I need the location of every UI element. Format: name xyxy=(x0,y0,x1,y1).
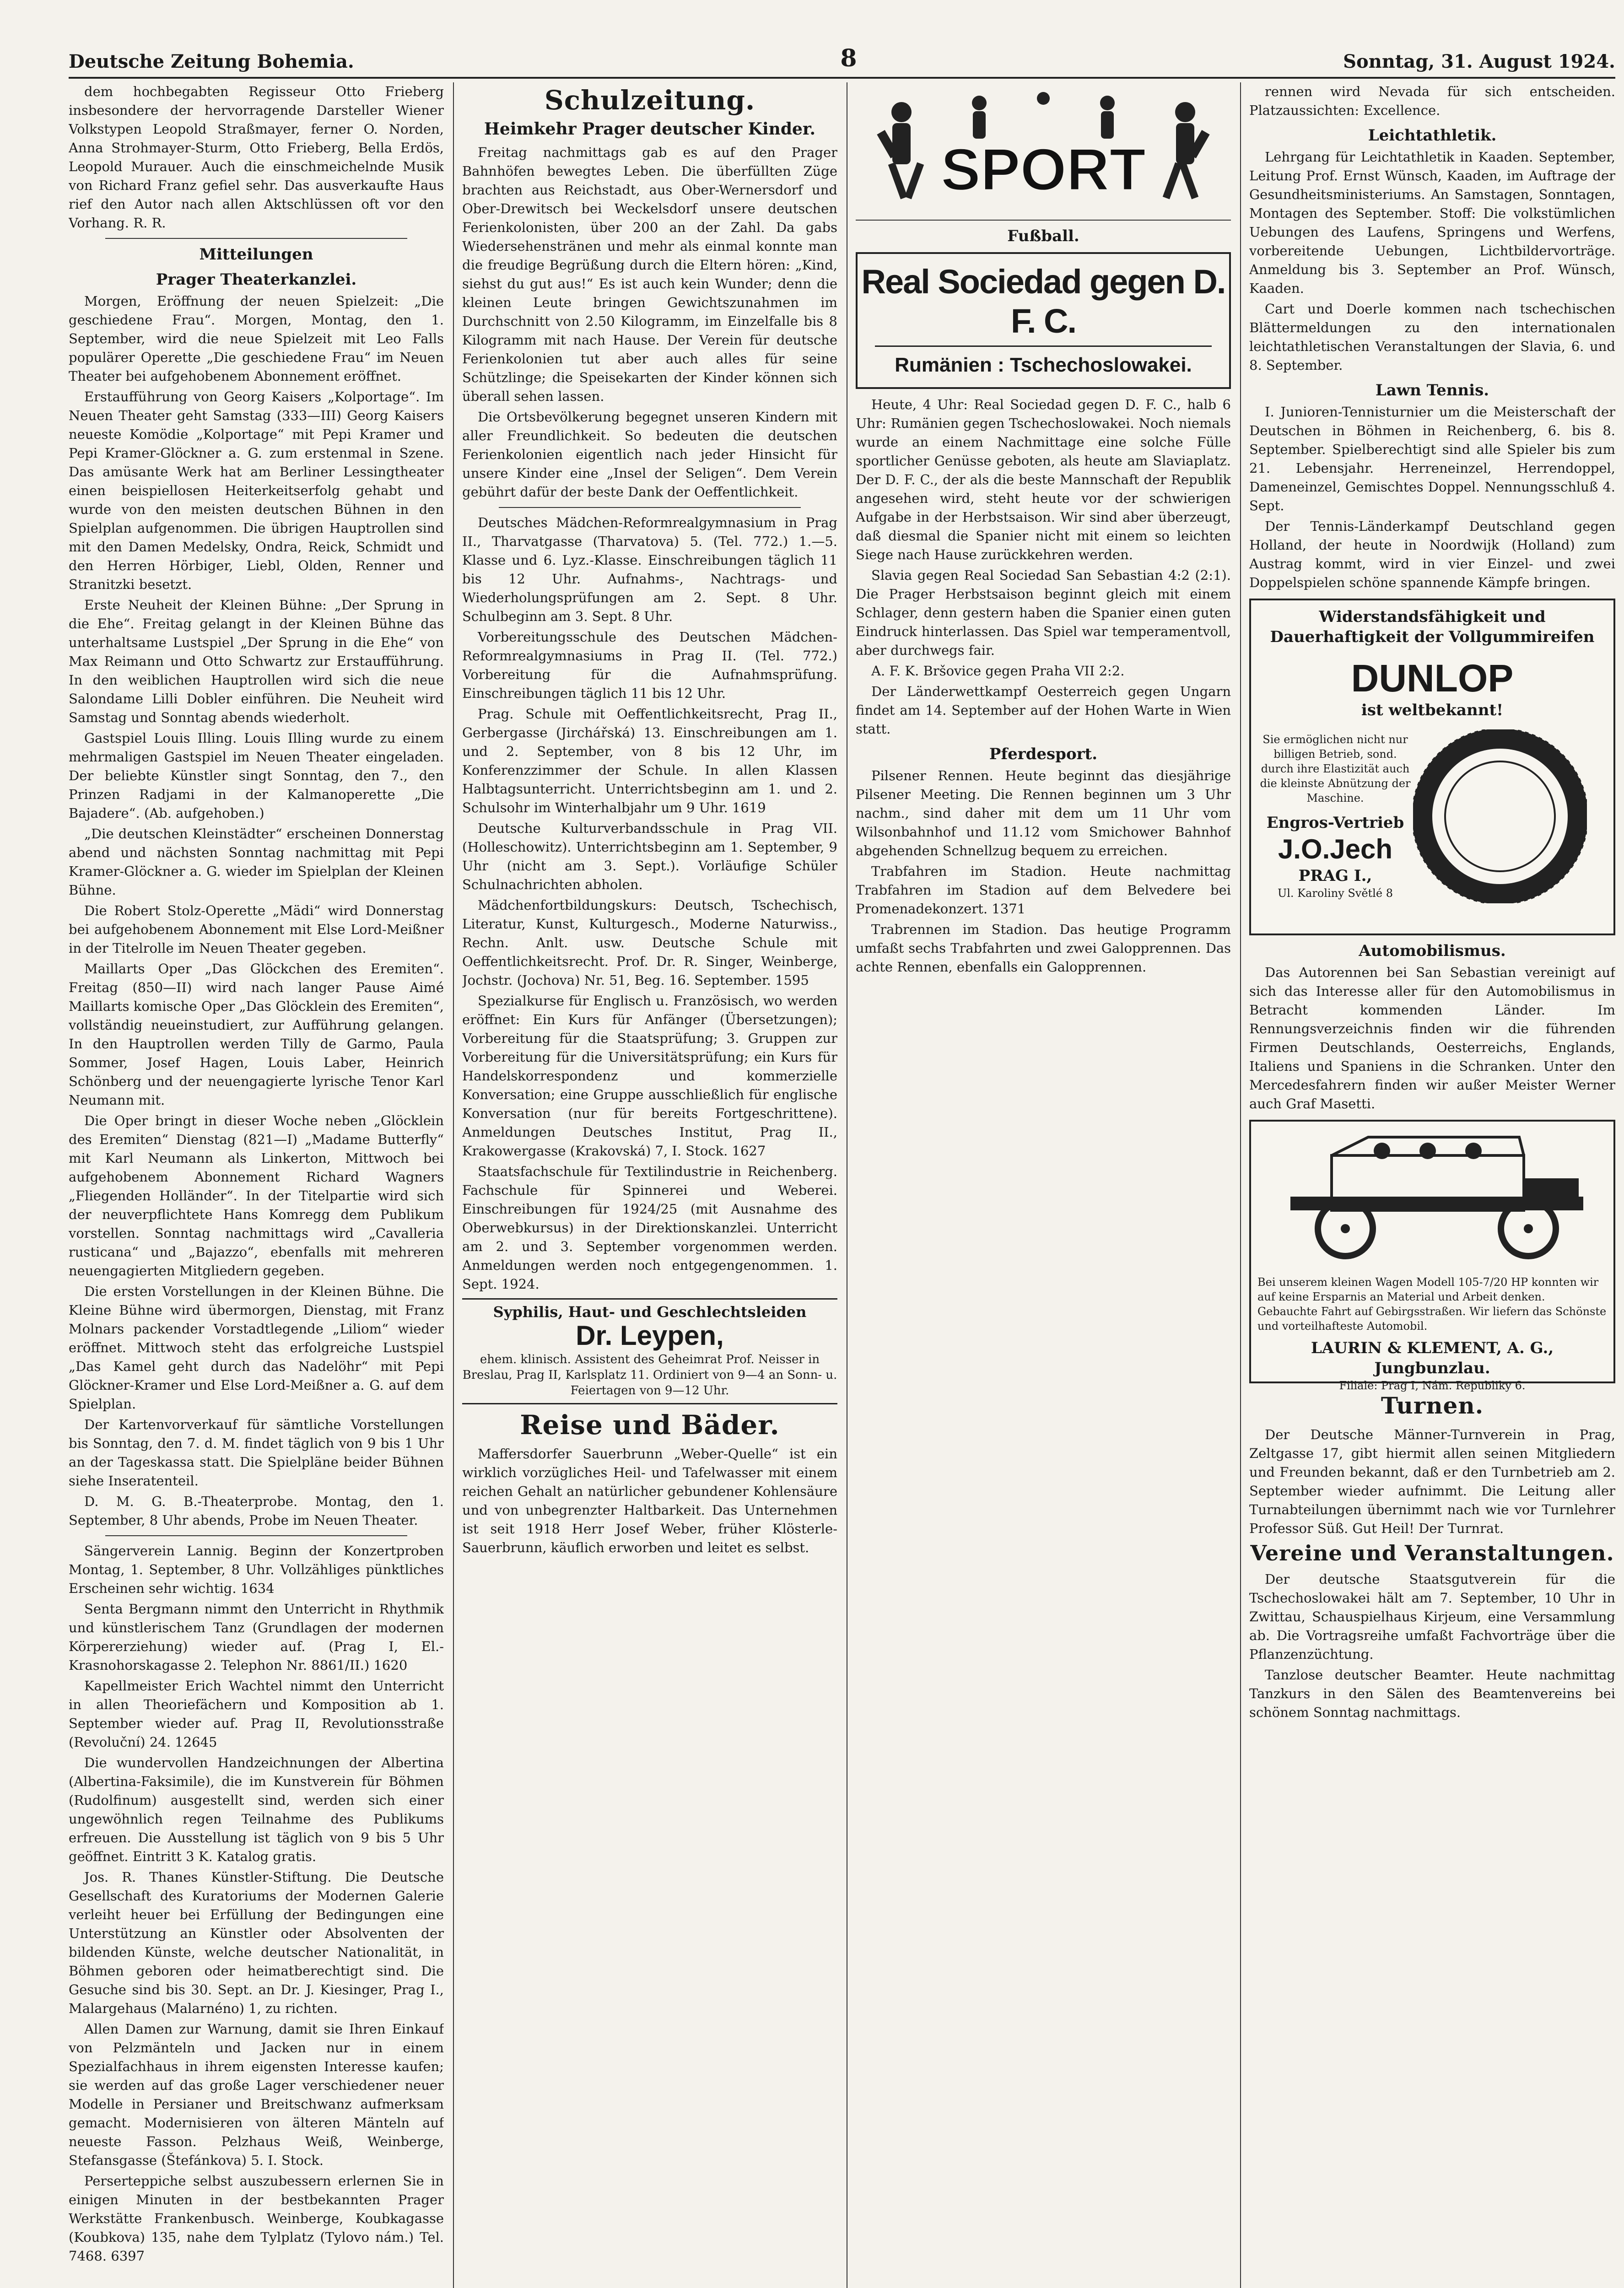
article-paragraph: Jos. R. Thanes Künstler-Stiftung. Die Deutsche Gesellschaft des Kuratoriums der Modernen Galerie verleiht heuer bei Erfüllung der Bedingungen eine Unterstützung an Künstler oder Absolventen der bildenden Künste, welche deutscher Nationalität, in Böhmen geboren oder heimatberechtigt sind. Die Gesuche sind bis 30. Sept. an Dr. J. Kiesinger, Prag I., Malargehaus (Malarnéno) 1, zu richten. xyxy=(69,1869,444,2016)
article-paragraph: Deutsche Kulturverbandsschule in Prag VII. (Holleschowitz). Unterrichtsbeginn am 1. September, 9 Uhr (nicht am 3. Sept.). Vorläufige Schüler Schulnachrichten abholen. xyxy=(462,820,837,892)
column-4 xyxy=(1249,82,1615,2288)
article-paragraph: Maillarts Oper „Das Glöckchen des Eremiten“. Freitag (850—II) wird nach langer Pause Aimé Maillarts komische Oper „Das Glöcklein des Eremiten“, vollständig neueinstudiert, zur Aufführung gelangen. In den Hauptrollen werden Tilly de Garmo, Paula Sommer, Josef Hagen, Louis Laber, Heinrich Schönberg und der neuengagierte lyrische Tenor Karl Neumann mit. xyxy=(69,961,444,1108)
ad-street: Ul. Karoliny Světlé 8 xyxy=(1278,887,1393,900)
article-paragraph: Trabrennen im Stadion. Das heutige Programm umfaßt sechs Trabfahrten und zwei Galopprennen. Das achte Rennen, ebenfalls ein Galopprennen. xyxy=(856,922,1231,975)
ad-details: ehem. klinisch. Assistent des Geheimrat Prof. Neisser in Breslau, Prag II, Karlsplatz 11. Ordiniert von 9—4 an Sonn- u. Feiertagen von 9—12 Uhr. xyxy=(462,1353,837,1398)
article-paragraph: Prag. Schule mit Oeffentlichkeitsrecht, Prag II., Gerbergasse (Jirchářská) 13. Einschreibungen am 1. und 2. September, von 8 bis 12 Uhr, im Konferenzzimmer der Schule. In allen Klassen Halbtagsunterricht. Unterrichtsbeginn am 1. und 2. Schulsohr im Winterhalbjahr um 9 Uhr. 1619 xyxy=(462,706,837,815)
section-heading: Mitteilungen xyxy=(199,245,313,264)
article-paragraph: Sängerverein Lannig. Beginn der Konzertproben Montag, 1. September, 8 Uhr. Vollzähliges pünktliches Erscheinen sehr wichtig. 1634 xyxy=(69,1543,444,1596)
article-paragraph: D. M. G. B.-Theaterprobe. Montag, den 1. September, 8 Uhr abends, Probe im Neuen Theater. xyxy=(69,1494,444,1528)
ad-vertrieb: Engros-Vertrieb xyxy=(1266,814,1404,832)
divider xyxy=(105,238,407,239)
article-paragraph: Die Oper bringt in dieser Woche neben „Glöcklein des Eremiten“ Dienstag (821—I) „Madame Butterfly“ mit Karl Neumann als Linkerton, Mittwoch bei aufgehobenem Abonnement Richard Wagners „Fliegenden Holländer“. In der Titelpartie wird sich der neuverpflichtete Hans Komregg dem Publikum vorstellen. Sonntag nachmittags wird „Cavalleria rusticana“ und „Bajazzo“, ebenfalls mit mehreren neuengagierten Mitgliedern gegeben. xyxy=(69,1113,444,1279)
article-paragraph: Allen Damen zur Warnung, damit sie Ihren Einkauf von Pelzmänteln und Jacken nur in einem Spezialfachhaus in ihrem eigensten Interesse kaufen; sie werden auf das große Lager verschiedener neuer Modelle in Persianer und Breitschwanz aufmerksam gemacht. Modernisieren von älteren Mänteln auf neueste Fasson. Pelzhaus Weiß, Weinberge, Stefansgasse (Štefánkova) 5. I. Stock. xyxy=(69,2021,444,2168)
divider xyxy=(105,1535,407,1536)
ad-line: ist weltbekannt! xyxy=(1361,701,1504,719)
article-paragraph: Der Länderwettkampf Oesterreich gegen Ungarn findet am 14. September auf der Hohen Warte in Wien statt. xyxy=(856,684,1231,737)
ad-description: Bei unserem kleinen Wagen Modell 105-7/20 HP konnten wir auf keine Ersparnis an Material und Arbeit denken. Gebauchte Fahrt auf Gebirgsstraßen. Wir liefern das Schönste und vorteilhafteste Automobil. xyxy=(1257,1276,1607,1333)
article-paragraph: Der deutsche Staatsgutverein für die Tschechoslowakei hält am 7. September, 10 Uhr in Zwittau, Schauspielhaus Kirjeum, eine Versammlung ab. Die Vortragsreihe umfaßt Fachvorträge über die Pflanzenzüchtung. xyxy=(1249,1571,1615,1662)
article-paragraph: Trabfahren im Stadion. Heute nachmittag Trabfahren im Stadion auf dem Belvedere bei Promenadekonzert. 1371 xyxy=(856,863,1231,917)
column-3 xyxy=(856,82,1231,2288)
article-paragraph: Der Deutsche Männer-Turnverein in Prag, Zeltgasse 17, gibt hiermit allen seinen Mitgliedern und Freunden bekannt, daß er den Turnbetrieb am 2. September wieder aufnimmt. Die Leitung aller Turnabteilungen übernimmt nach wie vor Turnlehrer Professor Süß. Gut Heil! Der Turnrat. xyxy=(1249,1427,1615,1536)
doctor-advertisement xyxy=(462,1298,837,1404)
section-heading: Fußball. xyxy=(1007,227,1079,245)
ad-topline: Syphilis, Haut- und Geschlechtsleiden xyxy=(493,1303,807,1321)
article-paragraph: „Die deutschen Kleinstädter“ erscheinen Donnerstag abend und nächsten Sonntag nachmittag mit Pepi Kramer-Glöckner a. G. wieder im Spielplan der Kleinen Bühne. xyxy=(69,826,444,898)
ad-city: PRAG I., xyxy=(1298,867,1372,885)
section-heading: Automobilismus. xyxy=(1359,942,1506,960)
article-paragraph: Lehrgang für Leichtathletik in Kaaden. September, Leitung Prof. Ernst Wünsch, Kaaden, im Auftrage der Gesundheitsministeriums. An Samstagen, Sonntagen, Montagen des September. Stoff: Die volkstümlichen Uebungen des Laufens, Springens und Werfens, vorbereitende Uebungen, Lichtbildervorträge. Anmeldung bis 3. September an Prof. Wünsch, Kaaden. xyxy=(1249,149,1615,296)
article-paragraph: Maffersdorfer Sauerbrunn „Weber-Quelle“ ist ein wirklich vorzügliches Heil- und Tafelwasser mit einem reichen Gehalt an natürlicher gebundener Kohlensäure und von unbegrenzter Haltbarkeit. Das Unternehmen ist seit 1918 Herr Josef Weber, früher Klösterle-Sauerbrunn, käuflich erworben und leitet es selbst. xyxy=(462,1446,837,1555)
article-paragraph: Cart und Doerle kommen nach tschechischen Blättermeldungen zu den internationalen leichtathletischen Veranstaltungen der Slavia, 6. und 8. September. xyxy=(1249,301,1615,373)
article-paragraph: Staatsfachschule für Textilindustrie in Reichenberg. Fachschule für Spinnerei und Weberei. Einschreibungen für 1924/25 (mit Ausnahme des Oberwebkursus) in der Direktionskanzlei. Unterricht am 2. und 3. September vorgenommen werden. Anmeldungen werden noch entgegengenommen. 1. Sept. 1924. xyxy=(462,1164,837,1292)
article-paragraph: Perserteppiche selbst auszubessern erlernen Sie in einigen Minuten in der bestbekannten Prager Werkstätte Frankenbusch. Weinberge, Koubkagasse (Koubkova) 135, nahe dem Tylplatz (Tylovo nám.) Tel. 7468. 6397 xyxy=(69,2173,444,2264)
masthead-title: Deutsche Zeitung Bohemia. xyxy=(69,51,354,72)
article-paragraph: I. Junioren-Tennisturnier um die Meisterschaft der Deutschen in Böhmen in Reichenberg, 6. bis 8. September. Spielberechtigt sind alle Spieler bis zum 21. Lebensjahr. Herreneinzel, Herrendoppel, Dameneinzel, Gemischtes Doppel. Nennungsschluß 4. Sept. xyxy=(1249,404,1615,513)
article-paragraph: Die wundervollen Handzeichnungen der Albertina (Albertina-Faksimile), die im Kunstverein für Böhmen (Rudolfinum) ausgestellt sind, werden sich einer ungewöhnlich regen Teilnahme des Publikums erfreuen. Die Ausstellung ist täglich von 9 bis 5 Uhr geöffnet. Eintritt 3 K. Katalog gratis. xyxy=(69,1755,444,1864)
article-paragraph: Die Ortsbevölkerung begegnet unseren Kindern mit aller Freundlichkeit. So bedeuten die deutschen Ferienkolonien eigentlich nach jeder Hinsicht für unsere Kinder eine „Insel der Seligen“. Dem Verein gebührt dafür der beste Dank der Oeffentlichkeit. xyxy=(462,409,837,500)
car-advertisement xyxy=(1249,1120,1615,1392)
ad-doctor-name: Dr. Leypen, xyxy=(576,1320,724,1351)
column-2 xyxy=(462,82,837,2288)
ad-description: Sie ermöglichen nicht nur billigen Betrieb, sond. durch ihre Elastizität auch die kleinste Abnützung der Maschine. xyxy=(1260,733,1411,804)
automobile-icon xyxy=(1263,1128,1602,1265)
article-paragraph: Slavia gegen Real Sociedad San Sebastian 4:2 (2:1). Die Prager Herbstsaison beginnt gleich mit einem Schlager, denn gestern haben die Spanier einen guten Eindruck hinterlassen. Das Spiel war temperamentvoll, aber durchwegs fair. xyxy=(856,567,1231,658)
section-heading: Lawn Tennis. xyxy=(1375,381,1489,399)
ad-brand: DUNLOP xyxy=(1351,657,1514,700)
article-paragraph: Mädchenfortbildungskurs: Deutsch, Tschechisch, Literatur, Kunst, Kulturgesch., Moderne Naturwiss., Rechn. Anlt. usw. Deutsche Schule mit Oeffentlichkeitsrecht. Prof. Dr. R. Singer, Weinberge, Jochstr. (Jochova) Nr. 51, Beg. 16. September. 1595 xyxy=(462,897,837,988)
article-paragraph: Freitag nachmittags gab es auf den Prager Bahnhöfen bewegtes Leben. Die überfüllten Züge brachten aus Reichstadt, aus Ober-Wernersdorf und Ober-Drewitsch bei Weckelsdorf unsere deutschen Ferienkolonisten, über 200 an der Zahl. Da gabs Wiedersehenstränen und mehr als einmal konnte man die freudige Begrüßung durch die Eltern hören: „Kind, siehst du gut aus!“ Es ist auch kein Wunder; denn die kleinen Leute bringen Gewichtszunahmen im Durchschnitt von 2.50 Kilogramm, im Einzelfalle bis 8 Kilogramm mit nach Hause. Der Verein für deutsche Ferienkolonien tut aber auch alles für seine Schützlinge; die Speisekarten der Kinder können sich überall sehen lassen. xyxy=(462,145,837,404)
sport-banner-illustration xyxy=(856,82,1231,221)
article-paragraph: Kapellmeister Erich Wachtel nimmt den Unterricht in allen Theoriefächern und Komposition ab 1. September wieder auf. Prag II, Revolutionsstraße (Revoluční) 24. 12645 xyxy=(69,1678,444,1750)
section-heading-turnen: Turnen. xyxy=(1381,1392,1484,1419)
section-heading: Pferdesport. xyxy=(989,745,1098,763)
ad-line: Widerstandsfähigkeit und Dauerhaftigkeit der Vollgummireifen xyxy=(1270,608,1595,646)
article-paragraph: dem hochbegabten Regisseur Otto Frieberg insbesondere der hervorragende Darsteller Wiener Volkstypen Leopold Straßmayer, ferner O. Norden, Anna Strohmayer-Sturm, Otto Frieberg, Bella Erdös, Leopold Murauer. Auch die einschmeichelnde Musik von Richard Franz gefiel sehr. Das ausverkaufte Haus rief den Autor nach allen Aktschlüssen oft vor den Vorhang. R. R. xyxy=(69,84,444,231)
column-rule xyxy=(453,82,454,2288)
ad-firm: J.O.Jech xyxy=(1278,834,1393,864)
section-heading-schulzeitung: Schulzeitung. xyxy=(544,85,755,116)
article-paragraph: Spezialkurse für Englisch u. Französisch, wo werden eröffnet: Ein Kurs für Anfänger (Übersetzungen); Vorbereitung für die Staatsprüfung; 3. Gruppen zur Vorbereitung für die Universitätsprüfung; ein Kurs für Handelskorrespondenz und kommerzielle Konversation; eine Gruppe ausschließlich für englische Konversation (nur für bereits Fortgeschrittene). Anmeldungen Deutsches Institut, Prag II., Krakowergasse (Krakovská) 7, I. Stock. 1627 xyxy=(462,993,837,1159)
article-paragraph: Das Autorennen bei San Sebastian vereinigt auf sich das Interesse aller für den Automobilismus in Betracht kommenden Länder. Im Rennungsverzeichnis finden wir die führenden Firmen Deutschlands, Oesterreichs, Englands, Italiens und Spaniens in die Schranken. Unter den Mercedesfahrern finden wir außer Meister Werner auch Graf Masetti. xyxy=(1249,965,1615,1112)
article-paragraph: Der Tennis-Länderkampf Deutschland gegen Holland, der heute in Noordwijk (Holland) zum Austrag kommt, wird in vier Einzel- und zwei Doppelspielen schöne spannende Kämpfe bringen. xyxy=(1249,518,1615,590)
section-heading-reise: Reise und Bäder. xyxy=(520,1409,780,1441)
headline-main: Real Sociedad gegen D. F. C. xyxy=(861,263,1225,340)
headline-box xyxy=(856,252,1231,389)
article-paragraph: Pilsener Rennen. Heute beginnt das diesjährige Pilsener Meeting. Die Rennen beginnen um 3 Uhr nachm., sind daher mit dem um 11 Uhr vom Wilsonbahnhof und 11.12 vom Smichower Bahnhof abgehenden Schnellzug bequem zu erreichen. xyxy=(856,768,1231,858)
masthead xyxy=(69,40,1615,79)
article-paragraph: Der Kartenvorverkauf für sämtliche Vorstellungen bis Sonntag, den 7. d. M. findet täglich von 9 bis 1 Uhr an der Tageskassa statt. Die Spielpläne beider Bühnen siehe Inseratenteil. xyxy=(69,1417,444,1489)
headline-secondary: Rumänien : Tschechoslowakei. xyxy=(895,354,1192,376)
tire-icon xyxy=(1413,729,1587,903)
article-headline: Heimkehr Prager deutscher Kinder. xyxy=(484,119,816,139)
article-paragraph: rennen wird Nevada für sich entscheiden. Platzaussichten: Excellence. xyxy=(1249,84,1615,118)
article-paragraph: Morgen, Eröffnung der neuen Spielzeit: „Die geschiedene Frau“. Morgen, Montag, den 1. September, wird die neue Spielzeit mit Leo Falls populärer Operette „Die geschiedene Frau“ im Neuen Theater bei aufgehobenem Abonnement eröffnet. xyxy=(69,293,444,384)
article-paragraph: Die Robert Stolz-Operette „Mädi“ wird Donnerstag bei aufgehobenem Abonnement mit Else Lord-Meißner in der Titelrolle im Neuen Theater gegeben. xyxy=(69,903,444,956)
masthead-date: Sonntag, 31. August 1924. xyxy=(1343,51,1615,72)
ad-branch: Filiale: Prag I, Nám. Republiky 6. xyxy=(1339,1379,1526,1392)
sport-banner-text: SPORT xyxy=(941,136,1146,203)
article-paragraph: A. F. K. Bršovice gegen Praha VII 2:2. xyxy=(871,663,1125,679)
section-subheading: Prager Theaterkanzlei. xyxy=(156,270,357,289)
section-heading-vereine: Vereine und Veranstaltungen. xyxy=(1250,1541,1614,1565)
dunlop-advertisement xyxy=(1249,599,1615,935)
divider xyxy=(499,507,801,508)
article-paragraph: Heute, 4 Uhr: Real Sociedad gegen D. F. C., halb 6 Uhr: Rumänien gegen Tschechoslowakei. Noch niemals wurde an einem Nachmittage eine solche Fülle sportlicher Genüsse geboten, als heute am Slaviaplatz. Der D. F. C., der als die beste Mannschaft der Republik angesehen wird, steht heute vor der schwierigen Aufgabe in der Herbstsaison. Wir sind aber überzeugt, daß diesmal die Spanier nicht mit einem so leichten Siege nach Hause zurückkehren werden. xyxy=(856,397,1231,562)
section-heading: Leichtathletik. xyxy=(1368,126,1497,145)
article-paragraph: Erste Neuheit der Kleinen Bühne: „Der Sprung in die Ehe“. Freitag gelangt in der Kleinen Bühne das unterhaltsame Lustspiel „Der Sprung in die Ehe“ von Max Reimann und Otto Schwartz zur Erstaufführung. In den weiblichen Hauptrollen wird sich die neue Salondame Lilli Dobler einführen. Die Neuheit wird Samstag und Sonntag abends wiederholt. xyxy=(69,597,444,725)
page-number: 8 xyxy=(840,44,857,72)
article-paragraph: Tanzlose deutscher Beamter. Heute nachmittag Tanzkurs in den Sälen des Beamtenvereins bei schönem Sonntag nachmittags. xyxy=(1249,1667,1615,1720)
column-rule xyxy=(1240,82,1241,2288)
article-paragraph: Vorbereitungsschule des Deutschen Mädchen-Reformrealgymnasiums in Prag II. (Tel. 772.) Vorbereitung für die Aufnahmsprüfung. Einschreibungen täglich 11 bis 12 Uhr. xyxy=(462,629,837,701)
article-paragraph: Senta Bergmann nimmt den Unterricht in Rhythmik und künstlerischem Tanz (Grundlagen der modernen Körpererziehung) wieder auf. (Prag I, El.-Krasnohorskagasse 2. Telephon Nr. 8861/II.) 1620 xyxy=(69,1601,444,1673)
article-paragraph: Erstaufführung von Georg Kaisers „Kolportage“. Im Neuen Theater geht Samstag (333—III) Georg Kaisers neueste Komödie „Kolportage“ mit Pepi Kramer und Pepi Kramer-Glöckner a. G. zum erstenmal in Szene. Das amüsante Werk hat am Berliner Lessingtheater einen beispiellosen Heiterkeitserfolg gehabt und wurde von den meisten deutschen Bühnen in den Spielplan aufgenommen. Die übrigen Hauptrollen sind mit den Damen Medelsky, Ondra, Reick, Schmidt und den Herren Hörbiger, Liebl, Olden, Renner und Stranitzki besetzt. xyxy=(69,389,444,592)
article-paragraph: Die ersten Vorstellungen in der Kleinen Bühne. Die Kleine Bühne wird übermorgen, Dienstag, mit Franz Molnars packender Vorstadtlegende „Liliom“ wieder eröffnet. Mittwoch steht das erfolgreiche Lustspiel „Das Kamel geht durch das Nadelöhr“ mit Pepi Glöckner-Kramer und Else Lord-Meißner a. G. auf dem Spielplan. xyxy=(69,1284,444,1412)
ad-firm: LAURIN & KLEMENT, A. G., Jungbunzlau. xyxy=(1311,1339,1554,1377)
sport-banner-svg xyxy=(865,85,1222,217)
column-1 xyxy=(69,82,444,2288)
article-paragraph: Deutsches Mädchen-Reformrealgymnasium in Prag II., Tharvatgasse (Tharvatova) 5. (Tel. 772.) 1.—5. Klasse und 6. Lyz.-Klasse. Einschreibungen täglich 11 bis 12 Uhr. Aufnahms-, Nachtrags- und Wiederholungsprüfungen am 2. Sept. 8 Uhr. Schulbeginn am 3. Sept. 8 Uhr. xyxy=(462,515,837,624)
article-paragraph: Gastspiel Louis Illing. Louis Illing wurde zu einem mehrmaligen Gastspiel im Neuen Theater eingeladen. Der beliebte Künstler singt Sonntag, den 7., den Prinzen Radjami in der Kalmanoperette „Die Bajadere“. (Ab. aufgehoben.) xyxy=(69,730,444,821)
